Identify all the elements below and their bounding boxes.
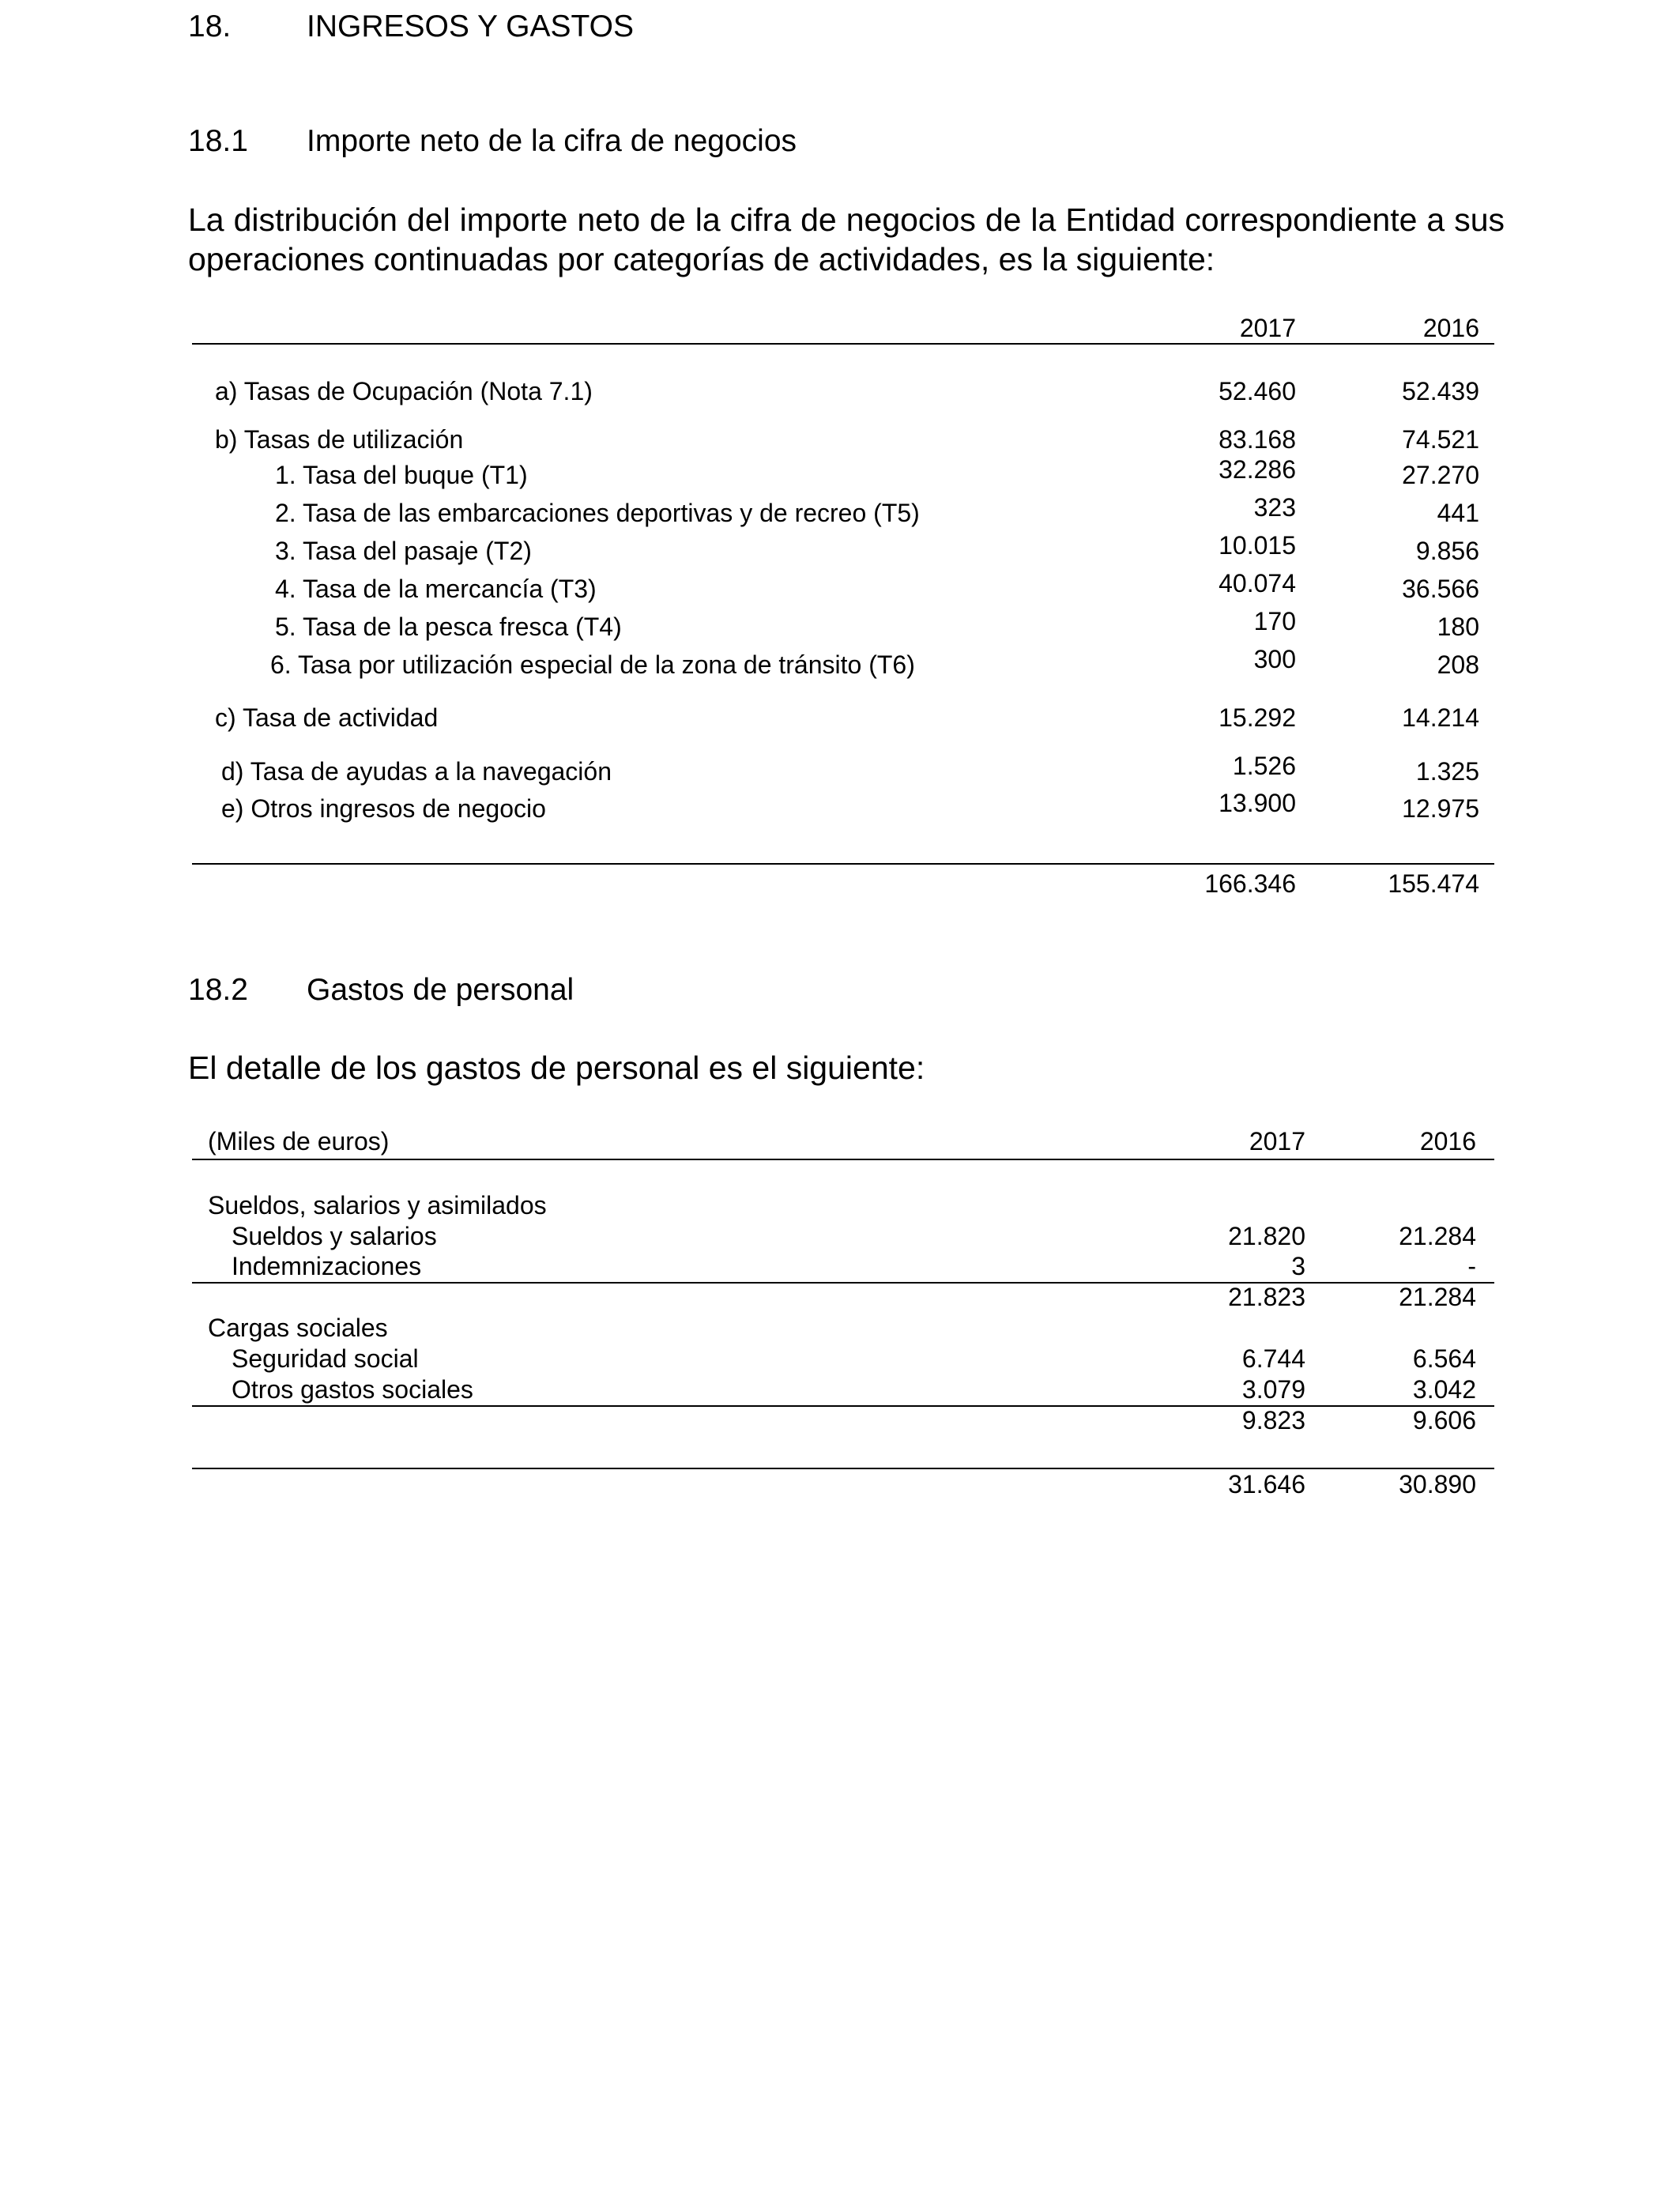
revenue-row-2017: 300: [1253, 645, 1296, 673]
personnel-row-2017: 6.744: [1241, 1344, 1305, 1373]
revenue-row-2016: 180: [1437, 613, 1479, 641]
revenue-row-label: a) Tasas de Ocupación (Nota 7.1): [215, 377, 593, 405]
personnel-row-2016: 21.284: [1399, 1222, 1476, 1250]
subsection-2-number: 18.2: [188, 973, 248, 1007]
revenue-row-2016: 12.975: [1402, 794, 1479, 823]
revenue-row-2017: 170: [1253, 607, 1296, 635]
subsection-2-paragraph: El detalle de los gastos de personal es el siguiente:: [188, 1050, 925, 1086]
personnel-row-2016: 6.564: [1412, 1344, 1476, 1373]
personnel-subtotal-2017: 21.823: [1228, 1283, 1305, 1311]
revenue-col-2017: 2017: [1239, 314, 1296, 342]
revenue-row-label: d) Tasa de ayudas a la navegación: [221, 757, 612, 786]
personnel-row-label: Seguridad social: [232, 1344, 419, 1373]
personnel-row-label: Sueldos y salarios: [232, 1222, 437, 1250]
revenue-total-rule: [192, 863, 1494, 865]
revenue-row-2016: 1.325: [1415, 757, 1479, 786]
personnel-row-2017: 21.820: [1228, 1222, 1305, 1250]
revenue-row-2016: 27.270: [1402, 461, 1479, 489]
subsection-1-title: Importe neto de la cifra de negocios: [307, 124, 797, 158]
personnel-subtotal-2016: 9.606: [1412, 1406, 1476, 1434]
personnel-header-rule: [192, 1159, 1494, 1160]
revenue-row-2017: 40.074: [1219, 569, 1296, 598]
personnel-row-2016: 3.042: [1412, 1375, 1476, 1404]
revenue-row-label: 6. Tasa por utilización especial de la zona de tránsito (T6): [270, 650, 915, 679]
revenue-row-2017: 323: [1253, 493, 1296, 522]
revenue-row-label: c) Tasa de actividad: [215, 703, 439, 732]
revenue-row-2016: 441: [1437, 499, 1479, 527]
personnel-col-2017: 2017: [1249, 1127, 1305, 1155]
personnel-total-2017: 31.646: [1228, 1470, 1305, 1498]
revenue-row-2017: 83.168: [1219, 425, 1296, 454]
subsection-2-title: Gastos de personal: [307, 973, 574, 1007]
personnel-row-2017: 3.079: [1241, 1375, 1305, 1404]
revenue-row-2017: 13.900: [1219, 789, 1296, 817]
revenue-row-2017: 32.286: [1219, 455, 1296, 484]
revenue-row-label: 1. Tasa del buque (T1): [275, 461, 528, 489]
personnel-col-2016: 2016: [1419, 1127, 1476, 1155]
revenue-row-label: 2. Tasa de las embarcaciones deportivas y de recreo (T5): [275, 499, 920, 527]
personnel-row-label: Otros gastos sociales: [232, 1375, 473, 1404]
revenue-row-label: 3. Tasa del pasaje (T2): [275, 537, 532, 565]
revenue-row-label: b) Tasas de utilización: [215, 425, 464, 454]
revenue-header-rule: [192, 343, 1494, 345]
revenue-total-2017: 166.346: [1204, 869, 1296, 898]
personnel-subtotal-2016: 21.284: [1399, 1283, 1476, 1311]
personnel-subtotal-2017: 9.823: [1241, 1406, 1305, 1434]
revenue-row-label: e) Otros ingresos de negocio: [221, 794, 546, 823]
revenue-col-2016: 2016: [1422, 314, 1479, 342]
revenue-row-2017: 10.015: [1219, 531, 1296, 560]
revenue-total-2016: 155.474: [1388, 869, 1479, 898]
revenue-row-2016: 9.856: [1415, 537, 1479, 565]
section-number: 18.: [188, 9, 232, 43]
personnel-row-label: Indemnizaciones: [232, 1252, 422, 1280]
revenue-row-2017: 15.292: [1219, 703, 1296, 732]
personnel-total-rule: [192, 1468, 1494, 1469]
personnel-total-2016: 30.890: [1399, 1470, 1476, 1498]
personnel-row-2017: 3: [1291, 1252, 1305, 1280]
revenue-row-label: 4. Tasa de la mercancía (T3): [275, 575, 597, 603]
personnel-group-title: Sueldos, salarios y asimilados: [208, 1191, 547, 1220]
personnel-unit-label: (Miles de euros): [208, 1127, 390, 1155]
revenue-row-2017: 52.460: [1219, 377, 1296, 405]
revenue-row-2016: 208: [1437, 650, 1479, 679]
subsection-1-number: 18.1: [188, 124, 248, 158]
revenue-row-label: 5. Tasa de la pesca fresca (T4): [275, 613, 622, 641]
personnel-row-2016: -: [1467, 1252, 1476, 1280]
revenue-row-2016: 14.214: [1402, 703, 1479, 732]
revenue-row-2017: 1.526: [1232, 752, 1296, 780]
revenue-row-2016: 52.439: [1402, 377, 1479, 405]
personnel-group-title: Cargas sociales: [208, 1314, 388, 1342]
subsection-1-paragraph: La distribución del importe neto de la cifra de negocios de la Entidad correspondiente a sus operaciones continuadas por categorías de actividades, es la siguiente:: [188, 202, 1505, 277]
revenue-row-2016: 36.566: [1402, 575, 1479, 603]
revenue-row-2016: 74.521: [1402, 425, 1479, 454]
section-title: INGRESOS Y GASTOS: [307, 9, 634, 43]
